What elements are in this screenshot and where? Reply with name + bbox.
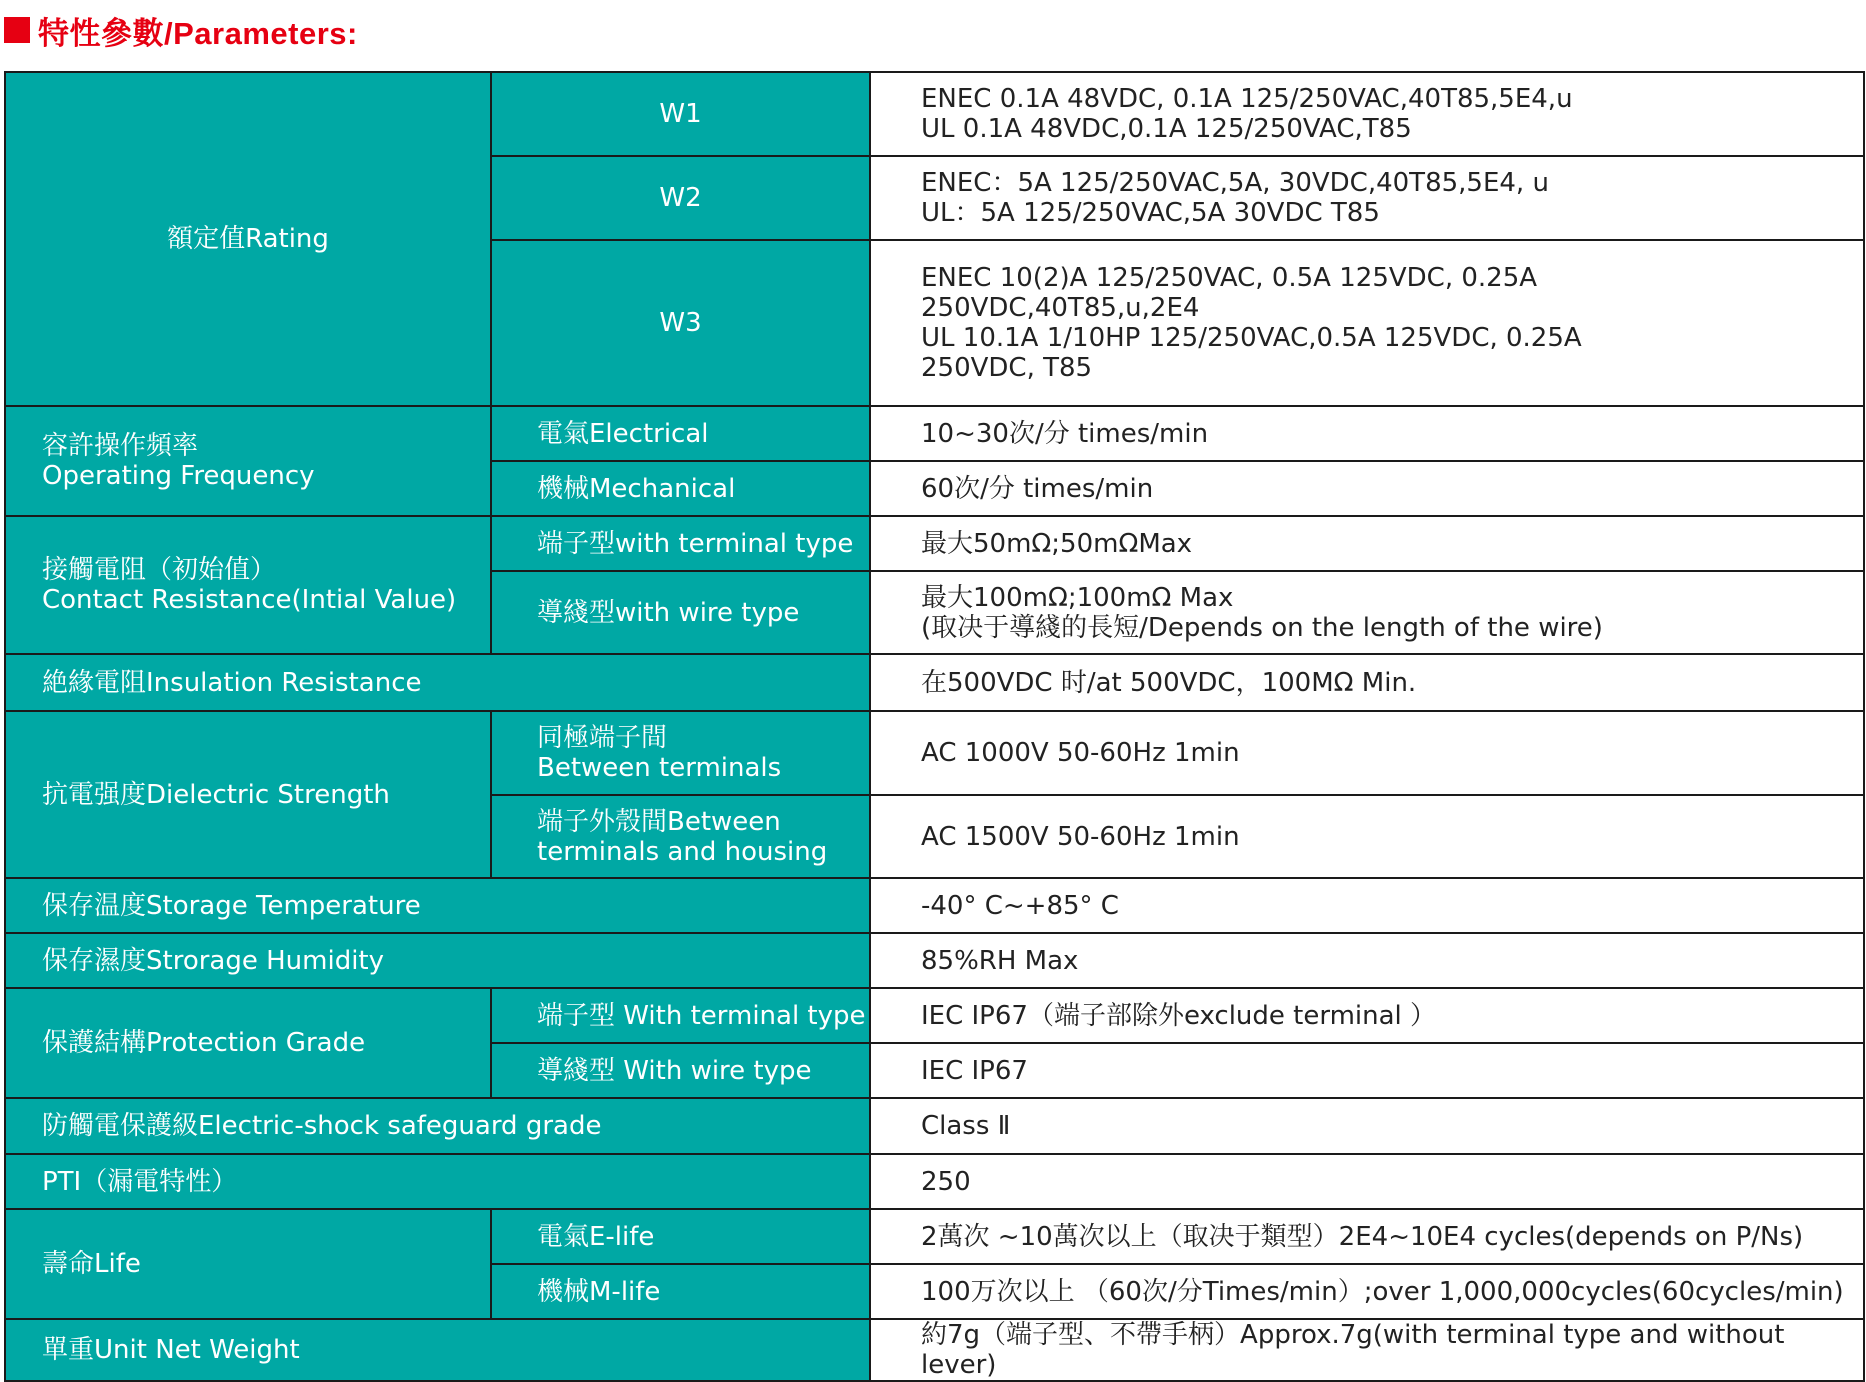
frequency-label: 容許操作頻率 Operating Frequency xyxy=(5,406,491,516)
frequency-mechanical-value: 60次/分 times/min xyxy=(870,461,1864,516)
table-row xyxy=(5,1098,1864,1154)
frequency-electrical-label: 電氣Electrical xyxy=(491,406,870,461)
table-row xyxy=(5,933,1864,988)
insulation-value: 在500VDC 时/at 500VDC，100MΩ Min. xyxy=(870,654,1864,711)
pti-value: 250 xyxy=(870,1154,1864,1209)
storage-humidity-label: 保存濕度Strorage Humidity xyxy=(5,933,870,988)
table-row xyxy=(5,878,1864,933)
shock-grade-value: Class Ⅱ xyxy=(870,1098,1864,1154)
rating-w2-label: W2 xyxy=(491,156,870,240)
contact-wire-value: 最大100mΩ;100mΩ Max (取决于導綫的長短/Depends on the length of the wire) xyxy=(870,571,1864,654)
shock-grade-label: 防觸電保護級Electric-shock safeguard grade xyxy=(5,1098,870,1154)
contact-resistance-label: 接觸電阻（初始值） Contact Resistance(Intial Value) xyxy=(5,516,491,654)
rating-w3-label: W3 xyxy=(491,240,870,406)
red-square-icon xyxy=(4,17,30,43)
life-label: 壽命Life xyxy=(5,1209,491,1319)
frequency-mechanical-label: 機械Mechanical xyxy=(491,461,870,516)
weight-value: 約7g（端子型、不帶手柄）Approx.7g(with terminal type and without lever) xyxy=(870,1319,1864,1381)
dielectric-terminals-label: 同極端子間 Between terminals xyxy=(491,711,870,795)
storage-temperature-label: 保存温度Storage Temperature xyxy=(5,878,870,933)
storage-temperature-value: -40° C~+85° C xyxy=(870,878,1864,933)
table-row xyxy=(5,1209,1864,1264)
contact-terminal-label: 端子型with terminal type xyxy=(491,516,870,571)
storage-humidity-value: 85%RH Max xyxy=(870,933,1864,988)
rating-label: 額定值Rating xyxy=(5,72,491,406)
contact-wire-label: 導綫型with wire type xyxy=(491,571,870,654)
section-title: 特性參數/Parameters: xyxy=(38,15,358,51)
life-mechanical-label: 機械M-life xyxy=(491,1264,870,1319)
rating-w2-value: ENEC：5A 125/250VAC,5A, 30VDC,40T85,5E4, u UL：5A 125/250VAC,5A 30VDC T85 xyxy=(870,156,1864,240)
protection-terminal-label: 端子型 With terminal type xyxy=(491,988,870,1043)
life-mechanical-value: 100万次以上 （60次/分Times/min）;over 1,000,000cycles(60cycles/min) xyxy=(870,1264,1864,1319)
weight-label: 單重Unit Net Weight xyxy=(5,1319,870,1381)
life-electrical-label: 電氣E-life xyxy=(491,1209,870,1264)
protection-label: 保護結構Protection Grade xyxy=(5,988,491,1098)
table-row xyxy=(5,1319,1864,1381)
table-row xyxy=(5,654,1864,711)
section-heading xyxy=(4,8,358,52)
rating-w3-value: ENEC 10(2)A 125/250VAC, 0.5A 125VDC, 0.25A 250VDC,40T85,u,2E4 UL 10.1A 1/10HP 125/250VAC,0.5A 125VDC, 0.25A 250VDC, T85 xyxy=(870,240,1864,406)
table-row xyxy=(5,988,1864,1043)
table-row xyxy=(5,711,1864,795)
pti-label: PTI（漏電特性） xyxy=(5,1154,870,1209)
life-electrical-value: 2萬次 ~10萬次以上（取决于類型）2E4~10E4 cycles(depends on P/Ns) xyxy=(870,1209,1864,1264)
contact-terminal-value: 最大50mΩ;50mΩMax xyxy=(870,516,1864,571)
table-row xyxy=(5,72,1864,156)
rating-w1-value: ENEC 0.1A 48VDC, 0.1A 125/250VAC,40T85,5E4,u UL 0.1A 48VDC,0.1A 125/250VAC,T85 xyxy=(870,72,1864,156)
frequency-electrical-value: 10~30次/分 times/min xyxy=(870,406,1864,461)
table-row xyxy=(5,516,1864,571)
parameters-table xyxy=(4,71,1865,1382)
protection-terminal-value: IEC IP67（端子部除外exclude terminal ） xyxy=(870,988,1864,1043)
dielectric-label: 抗電强度Dielectric Strength xyxy=(5,711,491,878)
table-row xyxy=(5,1154,1864,1209)
dielectric-housing-value: AC 1500V 50-60Hz 1min xyxy=(870,795,1864,878)
rating-w1-label: W1 xyxy=(491,72,870,156)
table-row xyxy=(5,406,1864,461)
dielectric-housing-label: 端子外殼間Between terminals and housing xyxy=(491,795,870,878)
dielectric-terminals-value: AC 1000V 50-60Hz 1min xyxy=(870,711,1864,795)
protection-wire-value: IEC IP67 xyxy=(870,1043,1864,1098)
insulation-label: 絶緣電阻Insulation Resistance xyxy=(5,654,870,711)
protection-wire-label: 導綫型 With wire type xyxy=(491,1043,870,1098)
